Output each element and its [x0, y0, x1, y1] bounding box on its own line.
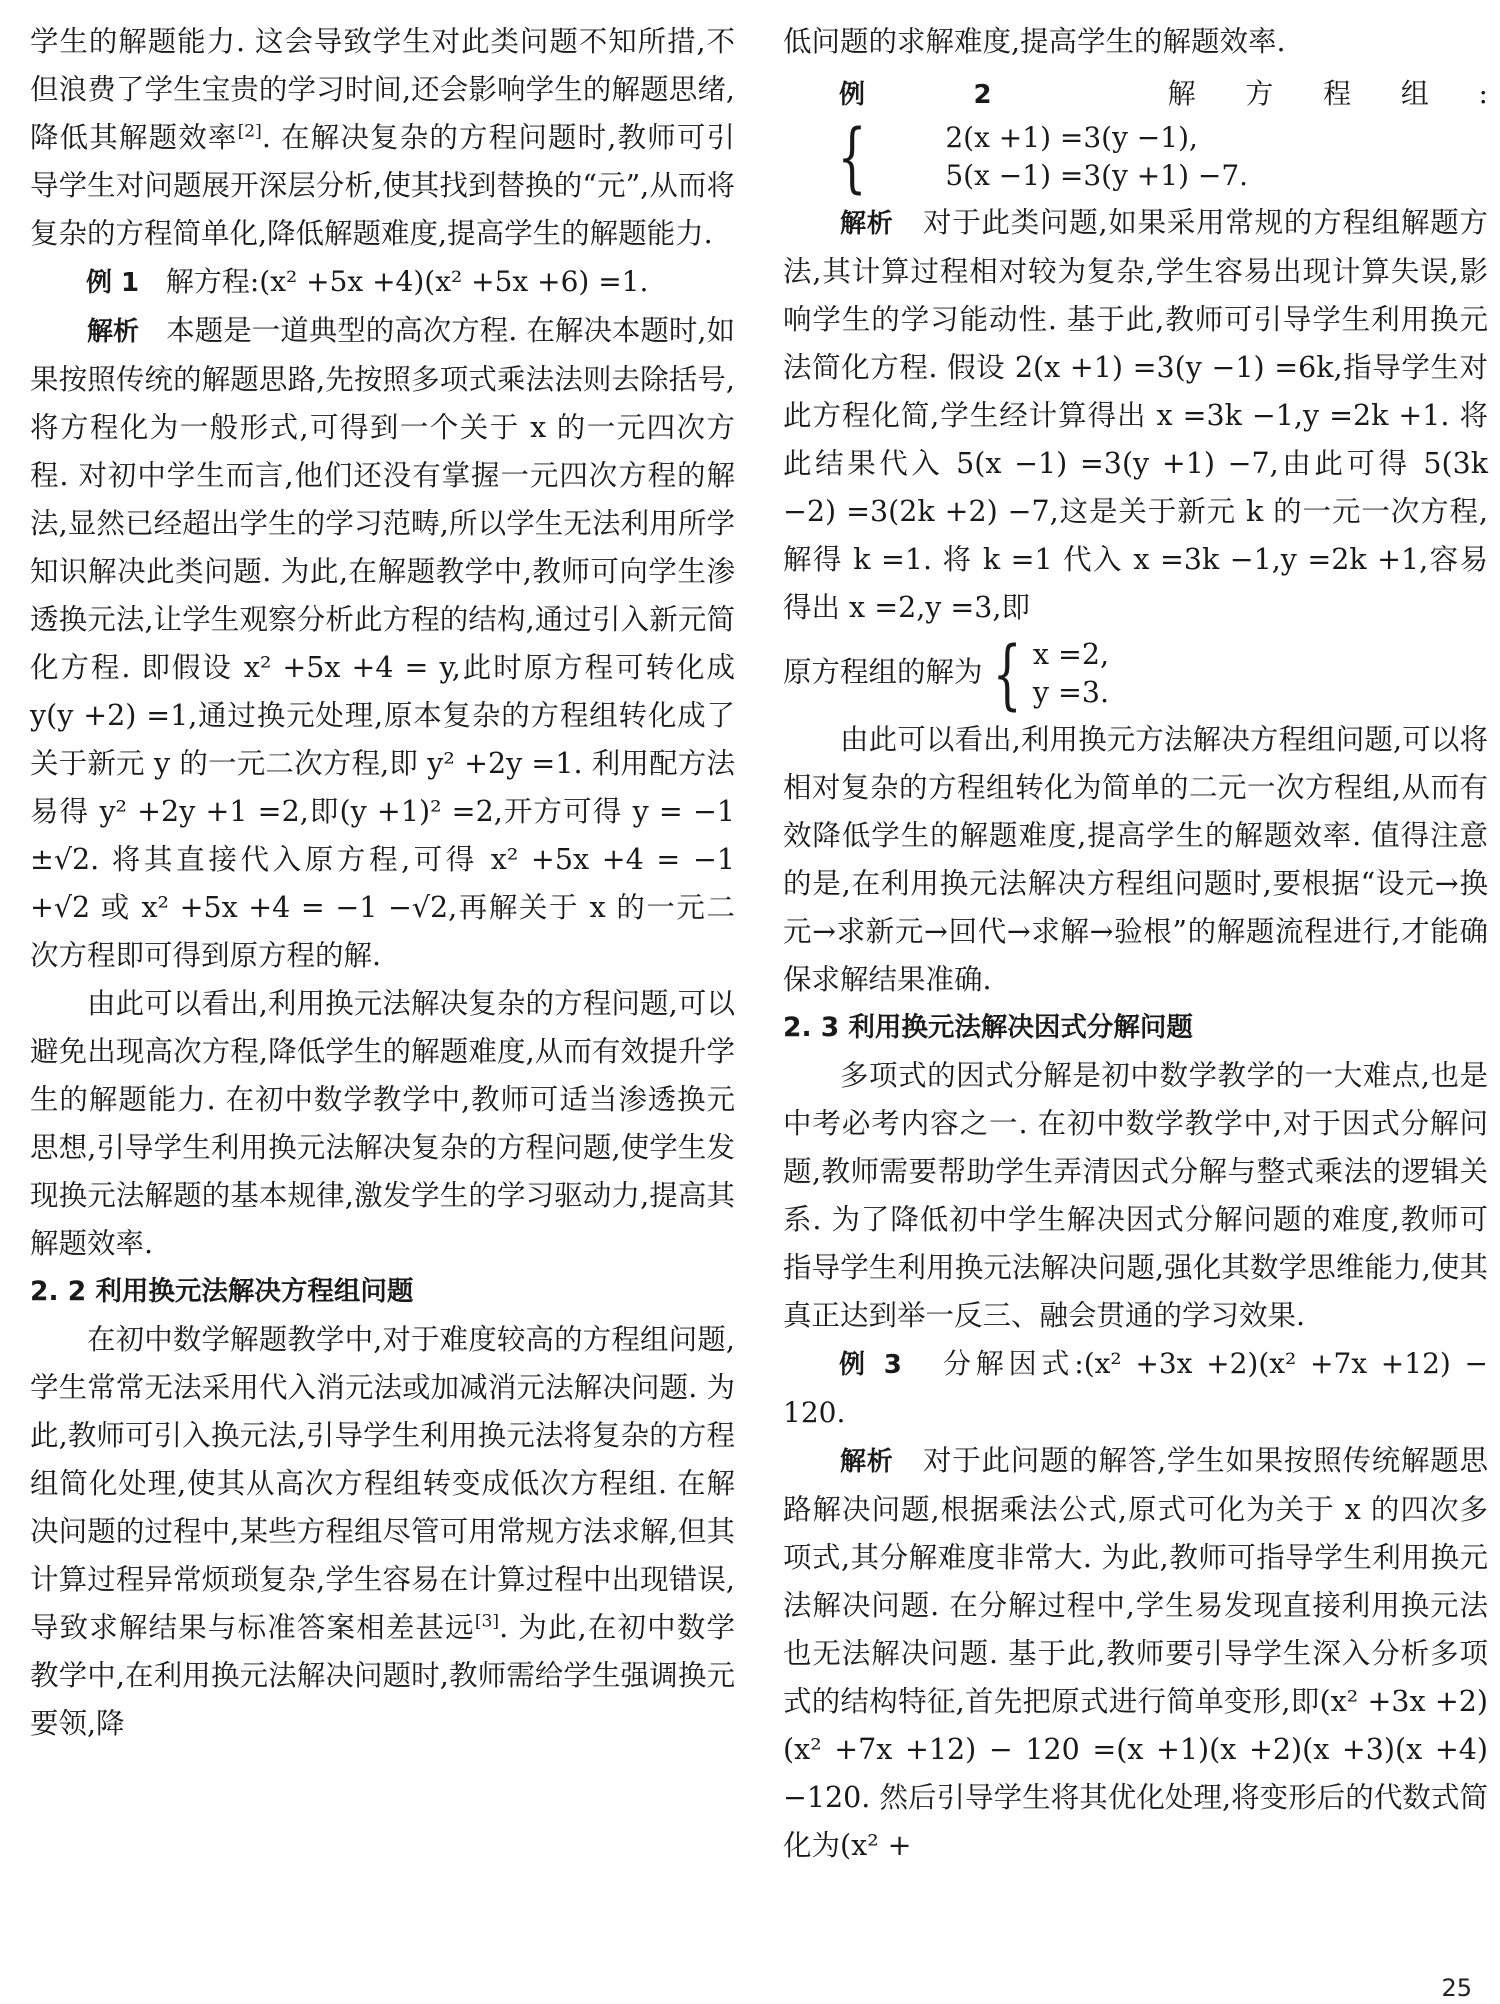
solution-line [783, 629, 1488, 718]
section-2-3-paragraph: 多项式的因式分解是初中数学教学的一大难点,也是中考必考内容之一. 在初中数学教学中,对于因式分解问题,教师需要帮助学生弄清因式分解与整式乘法的逻辑关系. 为了降低初中学生解决因式分解问题的难度,教师可指导学生利用换元法解决问题,强化其数学思维能力,使其真正达到举一反三、融会贯通的学习效果. [783, 1059, 1488, 1332]
citation-2: [2] [237, 121, 262, 142]
analysis-3-text: 对于此问题的解答,学生如果按照传统解题思路解决问题,根据乘法公式,原式可化为关于 x 的四次多项式,其分解难度非常大. 为此,教师可指导学生利用换元法解决问题. 在分解过程中,学生易发现直接利用换元法也无法解决问题. 基于此,教师要引导学生深入分析多项式的结构特征,首先把原式进行简单变形,即(x² +3x +2)(x² +7x +12) − 120 =(x +1)(x +2)(x +3)(x +4) −120. 然后引导学生将其优化处理,将变形后的代数式简化为(x² + [783, 1444, 1488, 1862]
analysis-2 [783, 199, 1488, 632]
example-2-eq2: 5(x −1) =3(y +1) −7. [945, 159, 1249, 192]
analysis-3-label: 解析 [840, 1447, 894, 1477]
equation-system-2 [783, 112, 1249, 201]
example-3-text: 分解因式:(x² +3x +2)(x² +7x +12) − 120. [783, 1347, 1488, 1429]
example-2 [783, 70, 1488, 201]
analysis-1-text: 本题是一道典型的高次方程. 在解决本题时,如果按照传统的解题思路,先按照多项式乘法法则去除括号,将方程化为一般形式,可得到一个关于 x 的一元四次方程. 对初中学生而言,他们还没有掌握一元四次方程的解法,显然已经超出学生的学习范畴,所以学生无法利用所学知识解决此类问题. 为此,在解题教学中,教师可向学生渗透换元法,让学生观察分析此方程的结构,通过引入新元简化方程. 即假设 x² +5x +4 = y,此时原方程可转化成 y(y +2) =1,通过换元处理,原本复杂的方程组转化成了关于新元 y 的一元二次方程,即 y² +2y =1. 利用配方法易得 y² +2y +1 =2,即(y +1)² =2,开方可得 y = −1 ±√2. 将其直接代入原方程,可得 x² +5x +4 = −1 +√2 或 x² +5x +4 = −1 −√2,再解关于 x 的一元二次方程即可得到原方程的解. [30, 314, 735, 972]
page-number: 25 [1441, 1974, 1472, 2002]
example-1 [30, 258, 735, 307]
example-1-text: 解方程:(x² +5x +4)(x² +5x +6) =1. [165, 265, 649, 298]
analysis-1 [30, 307, 735, 980]
example-2-eq1: 2(x +1) =3(y −1), [945, 121, 1198, 154]
solution-prefix: 原方程组的解为 [783, 655, 983, 689]
section-2-2-paragraph [30, 1316, 735, 1748]
section-2-3-heading: 2. 3 利用换元法解决因式分解问题 [783, 1012, 1193, 1043]
analysis-3 [783, 1437, 1488, 1870]
intro-text-2: . 在解决复杂的方程问题时,教师可引导学生对问题展开深层分析,使其找到替换的“元”,从而将复杂的方程简单化,降低解题难度,提高学生的解题能力. [30, 121, 735, 250]
left-column [30, 18, 735, 1748]
analysis-1-label: 解析 [87, 317, 140, 347]
example-2-prefix: 解方程组: [1167, 77, 1488, 110]
continuation-text: 低问题的求解难度,提高学生的解题效率. [783, 25, 1286, 58]
brace-icon: { [837, 112, 867, 201]
solution-eq2: y =3. [1032, 676, 1110, 709]
section-2-2-heading: 2. 2 利用换元法解决方程组问题 [30, 1276, 414, 1307]
example-2-label: 例 2 [839, 80, 992, 110]
solution-eq1: x =2, [1032, 638, 1110, 671]
paragraph-intro [30, 18, 735, 258]
section-2-2-text: 在初中数学解题教学中,对于难度较高的方程组问题,学生常常无法采用代入消元法或加减消元法解决问题. 为此,教师可引入换元法,引导学生利用换元法将复杂的方程组简化处理,使其从高次方程组转变成低次方程组. 在解决问题的过程中,某些方程组尽管可用常规方法求解,但其计算过程异常烦琐复杂,学生容易在计算过程中出现错误,导致求解结果与标准答案相差甚远 [30, 1323, 735, 1644]
example-3 [783, 1340, 1488, 1437]
section-2-2-text-end: . 为此,在初中数学教学中,在利用换元法解决问题时,教师需给学生强调换元要领,降 [30, 1611, 735, 1740]
right-column [783, 18, 1488, 1870]
intro-text: 学生的解题能力. 这会导致学生对此类问题不知所措,不但浪费了学生宝贵的学习时间,还会影响学生的解题思绪,降低其解题效率 [30, 25, 735, 154]
citation-3: [3] [474, 1611, 500, 1632]
brace-icon: { [992, 629, 1022, 718]
conclusion-1: 由此可以看出,利用换元法解决复杂的方程问题,可以避免出现高次方程,降低学生的解题难度,从而有效提升学生的解题能力. 在初中数学教学中,教师可适当渗透换元思想,引导学生利用换元法解决复杂的方程问题,使学生发现换元法解题的基本规律,激发学生的学习驱动力,提高其解题效率. [30, 987, 735, 1260]
example-3-label: 例 3 [839, 1350, 902, 1380]
example-1-label: 例 1 [86, 268, 140, 298]
conclusion-2: 由此可以看出,利用换元方法解决方程组问题,可以将相对复杂的方程组转化为简单的二元一次方程组,从而有效降低学生的解题难度,提高学生的解题效率. 值得注意的是,在利用换元法解决方程组问题时,要根据“设元→换元→求新元→回代→求解→验根”的解题流程进行,才能确保求解结果准确. [783, 723, 1488, 996]
analysis-2-text: 对于此类问题,如果采用常规的方程组解题方法,其计算过程相对较为复杂,学生容易出现计算失误,影响学生的学习能动性. 基于此,教师可引导学生利用换元法简化方程. 假设 2(x +1) =3(y −1) =6k,指导学生对此方程化简,学生经计算得出 x =3k −1,y =2k +1. 将此结果代入 5(x −1) =3(y +1) −7,由此可得 5(3k −2) =3(2k +2) −7,这是关于新元 k 的一元一次方程,解得 k =1. 将 k =1 代入 x =3k −1,y =2k +1,容易得出 x =2,y =3,即 [783, 206, 1488, 624]
solution-system [983, 629, 1110, 718]
analysis-2-label: 解析 [840, 209, 894, 239]
